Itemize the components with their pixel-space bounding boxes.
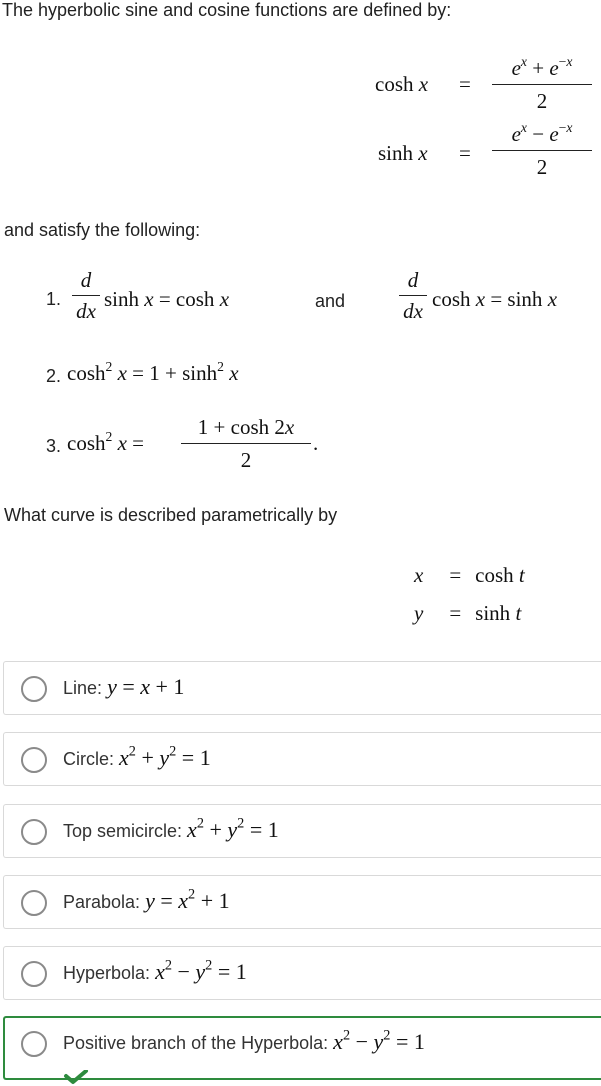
parametric-y: y = sinh t bbox=[414, 601, 522, 625]
option-prefix: Line: bbox=[63, 678, 103, 698]
sinh-lhs-text: sinh bbox=[378, 141, 414, 165]
radio-unchecked-icon[interactable] bbox=[21, 676, 47, 702]
radio-unchecked-icon[interactable] bbox=[21, 747, 47, 773]
option-math: $x^2 - y^2 = 1$ bbox=[333, 1027, 425, 1054]
derivative-operator: d dx bbox=[399, 270, 427, 322]
sinh-lhs: sinh x bbox=[378, 141, 428, 165]
cosh-denominator: 2 bbox=[536, 89, 548, 113]
derivative-operator: d dx bbox=[72, 270, 100, 322]
property-1-right: cosh x = sinh x bbox=[432, 287, 558, 311]
option-positive-hyperbola[interactable] bbox=[3, 1016, 601, 1080]
option-parabola[interactable] bbox=[3, 875, 601, 929]
cosh-numerator: $e^x + e^{-x}$ bbox=[511, 54, 573, 80]
radio-unchecked-icon[interactable] bbox=[21, 890, 47, 916]
parametric-x: x = cosh t bbox=[414, 563, 525, 587]
intro-text: The hyperbolic sine and cosine functions are defined by: bbox=[2, 0, 452, 20]
curve-prompt: What curve is described parametrically by bbox=[4, 505, 338, 525]
equals-sign: = bbox=[459, 141, 471, 165]
sinh-fraction bbox=[492, 120, 592, 179]
and-word: and bbox=[315, 291, 346, 311]
property-number-2: 2. bbox=[46, 366, 62, 386]
option-math: $y = x^2 + 1$ bbox=[145, 886, 230, 913]
property-2: $\cosh^2 x = 1 + \sinh^2 x$ bbox=[67, 359, 239, 385]
option-math: $x^2 + y^2 = 1$ bbox=[187, 815, 279, 842]
option-label bbox=[63, 743, 211, 770]
option-hyperbola[interactable] bbox=[3, 946, 601, 1000]
equals-sign: = bbox=[459, 72, 471, 96]
radio-unchecked-icon[interactable] bbox=[21, 961, 47, 987]
sinh-denominator: 2 bbox=[536, 155, 548, 179]
radio-unchecked-icon[interactable] bbox=[21, 819, 47, 845]
property-number-1: 1. bbox=[46, 289, 62, 309]
option-label bbox=[63, 815, 279, 842]
checkmark-icon bbox=[63, 1070, 89, 1086]
sinh-numerator: $e^x - e^{-x}$ bbox=[511, 120, 573, 146]
cosh-lhs-text: cosh bbox=[375, 72, 414, 96]
option-top-semicircle[interactable] bbox=[3, 804, 601, 858]
satisfy-text: and satisfy the following: bbox=[4, 220, 201, 240]
cosh-fraction bbox=[492, 54, 592, 113]
option-label bbox=[63, 676, 184, 699]
option-prefix: Parabola: bbox=[63, 892, 141, 912]
option-prefix: Hyperbola: bbox=[63, 963, 151, 983]
property-number-3: 3. bbox=[46, 436, 62, 456]
option-label bbox=[63, 1027, 425, 1054]
option-line[interactable] bbox=[3, 661, 601, 715]
property-3-lhs: $\cosh^2 x$ = bbox=[67, 429, 144, 455]
option-label bbox=[63, 886, 230, 913]
option-prefix: Top semicircle: bbox=[63, 821, 183, 841]
property-3-fraction: 1 + cosh 2x 2 bbox=[181, 417, 311, 471]
option-label bbox=[63, 957, 247, 984]
option-math: $x^2 + y^2 = 1$ bbox=[119, 743, 211, 770]
property-1-left: sinh x = cosh x bbox=[104, 287, 230, 311]
option-math: y = x + 1 bbox=[107, 674, 185, 699]
option-prefix: Positive branch of the Hyperbola: bbox=[63, 1033, 329, 1053]
radio-unchecked-icon[interactable] bbox=[21, 1031, 47, 1057]
option-math: $x^2 - y^2 = 1$ bbox=[155, 957, 247, 984]
period: . bbox=[313, 431, 319, 455]
cosh-lhs: cosh x bbox=[375, 72, 429, 96]
option-prefix: Circle: bbox=[63, 749, 115, 769]
option-circle[interactable] bbox=[3, 732, 601, 786]
